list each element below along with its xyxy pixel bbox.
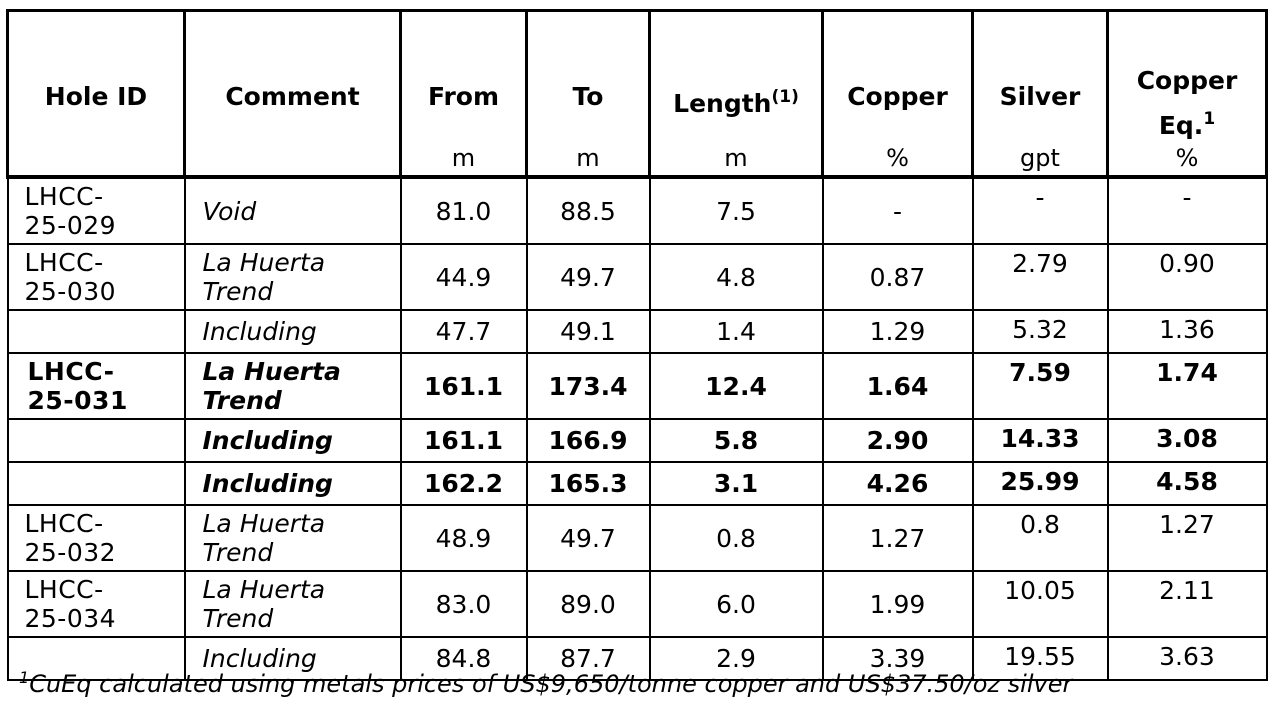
header-comment: Comment bbox=[185, 11, 401, 178]
copper-cell: 1.64 bbox=[823, 353, 973, 419]
silver-cell: 5.32 bbox=[973, 310, 1108, 353]
comment-cell: Including bbox=[185, 419, 401, 462]
silver-cell: 0.8 bbox=[973, 505, 1108, 571]
to-cell: 49.7 bbox=[527, 244, 650, 310]
hole-id-cell: LHCC- 25-032 bbox=[8, 505, 185, 571]
length-cell: 12.4 bbox=[650, 353, 823, 419]
copper-cell: 1.27 bbox=[823, 505, 973, 571]
to-cell: 89.0 bbox=[527, 571, 650, 637]
comment-cell: La Huerta Trend bbox=[185, 571, 401, 637]
to-cell: 88.5 bbox=[527, 177, 650, 244]
table-row bbox=[8, 310, 1267, 353]
copper-cell: 1.99 bbox=[823, 571, 973, 637]
footnote-text: CuEq calculated using metals prices of US$9,650/tonne copper and US$37.50/oz silver bbox=[29, 670, 1073, 698]
comment-cell: La Huerta Trend bbox=[185, 505, 401, 571]
cueq-cell: 3.63 bbox=[1108, 637, 1267, 680]
length-cell: 2.9 bbox=[650, 637, 823, 680]
copper-cell: 0.87 bbox=[823, 244, 973, 310]
copper-cell: 1.29 bbox=[823, 310, 973, 353]
from-cell: 47.7 bbox=[401, 310, 527, 353]
unit-label: m bbox=[724, 144, 748, 172]
comment-cell: Including bbox=[185, 462, 401, 505]
copper-cell: 2.90 bbox=[823, 419, 973, 462]
length-cell: 1.4 bbox=[650, 310, 823, 353]
table-row bbox=[8, 177, 1267, 244]
header-hole-id: Hole ID bbox=[8, 11, 185, 178]
footnote-marker: 1 bbox=[1203, 109, 1216, 129]
comment-cell: Void bbox=[185, 177, 401, 244]
length-cell: 5.8 bbox=[650, 419, 823, 462]
hole-id-cell: LHCC- 25-029 bbox=[8, 177, 185, 244]
header-from: From m bbox=[401, 11, 527, 178]
length-cell: 6.0 bbox=[650, 571, 823, 637]
cueq-cell: - bbox=[1108, 177, 1267, 244]
table-row bbox=[8, 505, 1267, 571]
hole-id-cell: LHCC- 25-030 bbox=[8, 244, 185, 310]
comment-cell: La Huerta Trend bbox=[185, 353, 401, 419]
to-cell: 87.7 bbox=[527, 637, 650, 680]
to-cell: 166.9 bbox=[527, 419, 650, 462]
header-copper: Copper % bbox=[823, 11, 973, 178]
silver-cell: 7.59 bbox=[973, 353, 1108, 419]
length-cell: 3.1 bbox=[650, 462, 823, 505]
table-row bbox=[8, 244, 1267, 310]
silver-cell: 10.05 bbox=[973, 571, 1108, 637]
cueq-cell: 1.36 bbox=[1108, 310, 1267, 353]
table-row bbox=[8, 571, 1267, 637]
from-cell: 48.9 bbox=[401, 505, 527, 571]
drill-results-table bbox=[6, 9, 1268, 681]
copper-cell: 4.26 bbox=[823, 462, 973, 505]
length-cell: 7.5 bbox=[650, 177, 823, 244]
to-cell: 165.3 bbox=[527, 462, 650, 505]
to-cell: 173.4 bbox=[527, 353, 650, 419]
from-cell: 81.0 bbox=[401, 177, 527, 244]
unit-label: gpt bbox=[1020, 144, 1060, 172]
from-cell: 162.2 bbox=[401, 462, 527, 505]
silver-cell: - bbox=[973, 177, 1108, 244]
cueq-cell: 1.74 bbox=[1108, 353, 1267, 419]
footnote-marker: 1 bbox=[19, 668, 30, 687]
from-cell: 83.0 bbox=[401, 571, 527, 637]
silver-cell: 25.99 bbox=[973, 462, 1108, 505]
silver-cell: 19.55 bbox=[973, 637, 1108, 680]
cueq-cell: 4.58 bbox=[1108, 462, 1267, 505]
unit-label: m bbox=[576, 144, 600, 172]
from-cell: 161.1 bbox=[401, 419, 527, 462]
length-cell: 0.8 bbox=[650, 505, 823, 571]
unit-label: % bbox=[886, 144, 909, 172]
unit-label: m bbox=[451, 144, 476, 172]
to-cell: 49.1 bbox=[527, 310, 650, 353]
comment-cell: Including bbox=[185, 637, 401, 680]
comment-cell: Including bbox=[185, 310, 401, 353]
footnote bbox=[19, 668, 1072, 698]
from-cell: 84.8 bbox=[401, 637, 527, 680]
cueq-cell: 1.27 bbox=[1108, 505, 1267, 571]
table-row-highlight bbox=[8, 462, 1267, 505]
from-cell: 44.9 bbox=[401, 244, 527, 310]
table-row-highlight bbox=[8, 419, 1267, 462]
header-row bbox=[8, 11, 1267, 178]
hole-id-cell bbox=[8, 462, 185, 505]
to-cell: 49.7 bbox=[527, 505, 650, 571]
table-row-highlight bbox=[8, 353, 1267, 419]
length-cell: 4.8 bbox=[650, 244, 823, 310]
copper-cell: 3.39 bbox=[823, 637, 973, 680]
cueq-cell: 0.90 bbox=[1108, 244, 1267, 310]
silver-cell: 2.79 bbox=[973, 244, 1108, 310]
cueq-cell: 3.08 bbox=[1108, 419, 1267, 462]
footnote-marker: (1) bbox=[771, 87, 799, 107]
from-cell: 161.1 bbox=[401, 353, 527, 419]
unit-label: % bbox=[1175, 144, 1199, 172]
header-copper-eq: Copper Eq.$^1$ % bbox=[1108, 11, 1267, 178]
copper-cell: - bbox=[823, 177, 973, 244]
hole-id-cell: LHCC- 25-031 bbox=[8, 353, 185, 419]
hole-id-cell bbox=[8, 310, 185, 353]
hole-id-cell bbox=[8, 419, 185, 462]
silver-cell: 14.33 bbox=[973, 419, 1108, 462]
cueq-cell: 2.11 bbox=[1108, 571, 1267, 637]
hole-id-cell: LHCC- 25-034 bbox=[8, 571, 185, 637]
header-to: To m bbox=[527, 11, 650, 178]
header-silver: Silver gpt bbox=[973, 11, 1108, 178]
header-length: Length$^{(1)}$ m bbox=[650, 11, 823, 178]
comment-cell: La Huerta Trend bbox=[185, 244, 401, 310]
